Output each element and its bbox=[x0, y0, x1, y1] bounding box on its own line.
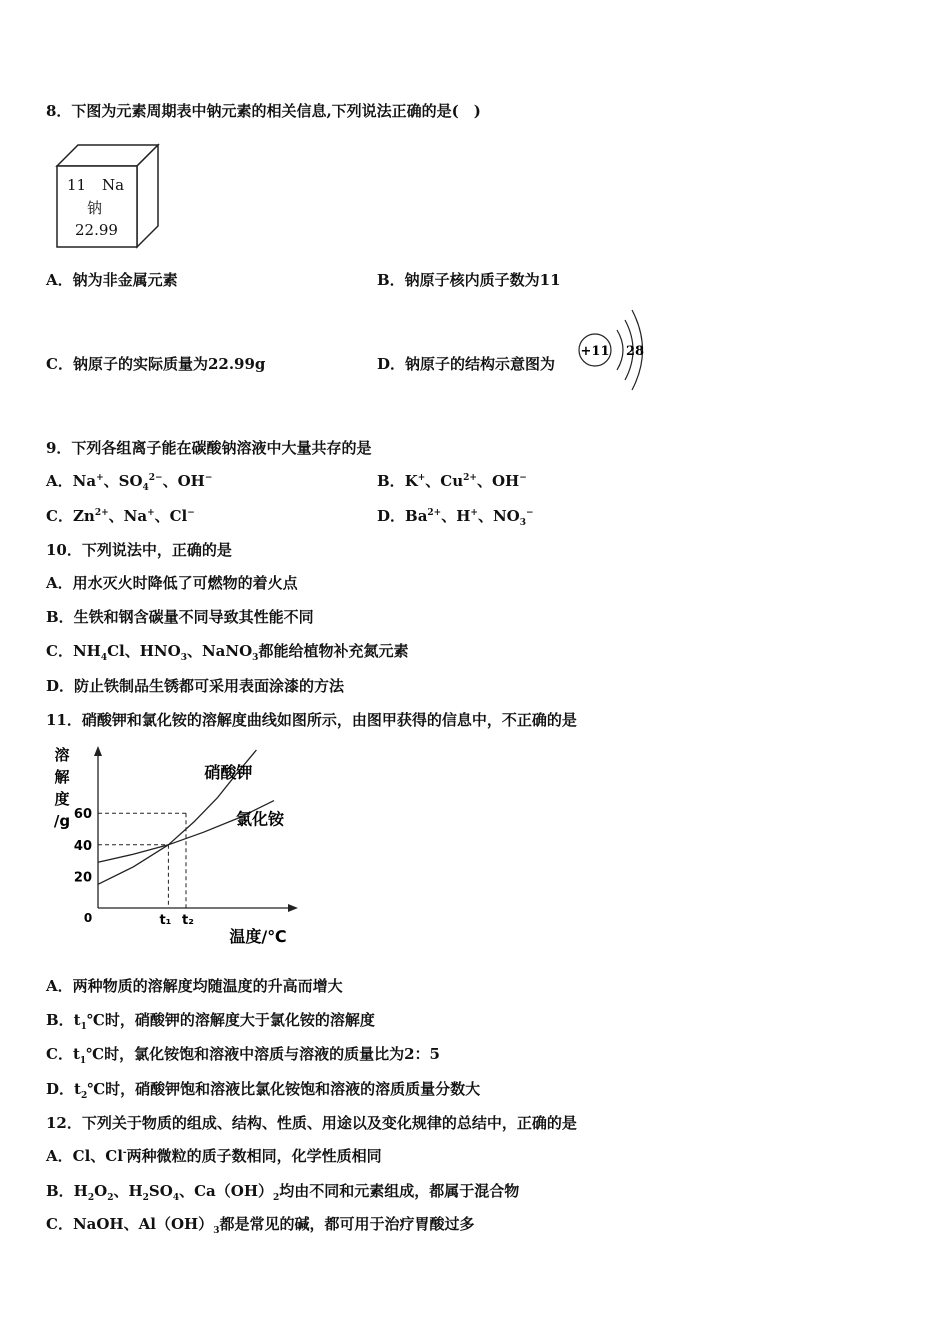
y-axis-label-char: /g bbox=[53, 812, 71, 830]
solubility-chart-svg bbox=[44, 742, 304, 952]
q8-option-a: A．钠为非金属元素 bbox=[46, 271, 178, 289]
q8-stem: 8．下图为元素周期表中钠元素的相关信息,下列说法正确的是( ) bbox=[46, 102, 481, 120]
atom-shell-1: 2 bbox=[626, 344, 636, 359]
sodium-atom-diagram bbox=[577, 308, 649, 392]
q12-option-c: C．NaOH、$Al(OH)_3$都是常见的碱，都可用于治疗胃酸过多 bbox=[46, 1215, 475, 1236]
q10-option-a: A．用水灭火时降低了可燃物的着火点 bbox=[46, 574, 298, 592]
q12-option-b: B．$H_2O_2$、$H_2SO_4$、$Ca(OH)_2$均由不同和元素组成，都属于混合物 bbox=[46, 1182, 520, 1203]
x-tick-label: t₂ bbox=[182, 913, 194, 928]
y-axis-label-char: 度 bbox=[54, 790, 70, 808]
q11-option-a: A．两种物质的溶解度均随温度的升高而增大 bbox=[46, 977, 343, 995]
q9-stem: 9．下列各组离子能在碳酸钠溶液中大量共存的是 bbox=[46, 439, 372, 457]
q11-option-c: C．$t_1℃$时，氯化铵饱和溶液中溶质与溶液的质量比为2：5 bbox=[46, 1045, 440, 1066]
element-number: 11 bbox=[67, 176, 87, 194]
q10-stem: 10．下列说法中，正确的是 bbox=[46, 541, 232, 559]
series-label-1: 氯化铵 bbox=[236, 809, 285, 829]
element-symbol: Na bbox=[102, 176, 125, 194]
atom-nucleus: +11 bbox=[580, 344, 610, 359]
q12-option-a: A．Cl、Cl-两种微粒的质子数相同，化学性质相同 bbox=[46, 1147, 382, 1165]
x-axis-label: 温度/℃ bbox=[229, 927, 287, 946]
y-tick-label: 60 bbox=[73, 807, 92, 823]
y-axis-arrow bbox=[94, 746, 102, 756]
x-tick-label: t₁ bbox=[159, 913, 172, 928]
element-mass: 22.99 bbox=[75, 221, 118, 239]
q8-option-c: C．钠原子的实际质量为22.99g bbox=[46, 355, 266, 373]
q9-option-b: B．K+、$Cu^{2+}$、OH− bbox=[377, 472, 527, 490]
series-label-0: 硝酸钾 bbox=[204, 763, 253, 782]
solubility-chart bbox=[44, 742, 304, 952]
q11-option-b: B．$t_1℃$时，硝酸钾的溶解度大于氯化铵的溶解度 bbox=[46, 1011, 375, 1032]
y-tick-label: 20 bbox=[73, 870, 92, 886]
q10-option-b: B．生铁和钢含碳量不同导致其性能不同 bbox=[46, 608, 314, 626]
q10-option-d: D．防止铁制品生锈都可采用表面涂漆的方法 bbox=[46, 677, 345, 695]
q10-option-c: C．$NH_4Cl$、$HNO_3$、NaNO$_3$都能给植物补充氮元素 bbox=[46, 642, 409, 663]
q12-stem: 12．下列关于物质的组成、结构、性质、用途以及变化规律的总结中，正确的是 bbox=[46, 1114, 577, 1132]
q8-option-d: D．钠原子的结构示意图为 bbox=[377, 355, 556, 373]
q9-option-d: D．$Ba^{2+}$、H+、$NO_3^-$ bbox=[377, 507, 534, 528]
q11-stem: 11．硝酸钾和氯化铵的溶解度曲线如图所示，由图甲获得的信息中，不正确的是 bbox=[46, 711, 577, 729]
atom-shell-2: 8 bbox=[635, 344, 645, 359]
q11-option-d: D．$t_2℃$时，硝酸钾饱和溶液比氯化铵饱和溶液的溶质质量分数大 bbox=[46, 1080, 481, 1101]
y-axis-label-char: 溶 bbox=[54, 746, 70, 764]
element-card bbox=[54, 142, 164, 250]
y-axis-label-char: 解 bbox=[54, 768, 70, 786]
x-axis-arrow bbox=[288, 904, 298, 912]
q9-option-a: A．Na+、$SO_4^{2-}$、OH− bbox=[46, 472, 213, 493]
q8-option-b: B．钠原子核内质子数为11 bbox=[377, 271, 561, 289]
y-tick-label: 40 bbox=[73, 838, 92, 854]
q9-option-c: C．$Zn^{2+}$、Na+、Cl− bbox=[46, 507, 195, 525]
element-name: 钠 bbox=[87, 199, 103, 217]
origin-label: 0 bbox=[83, 911, 93, 925]
